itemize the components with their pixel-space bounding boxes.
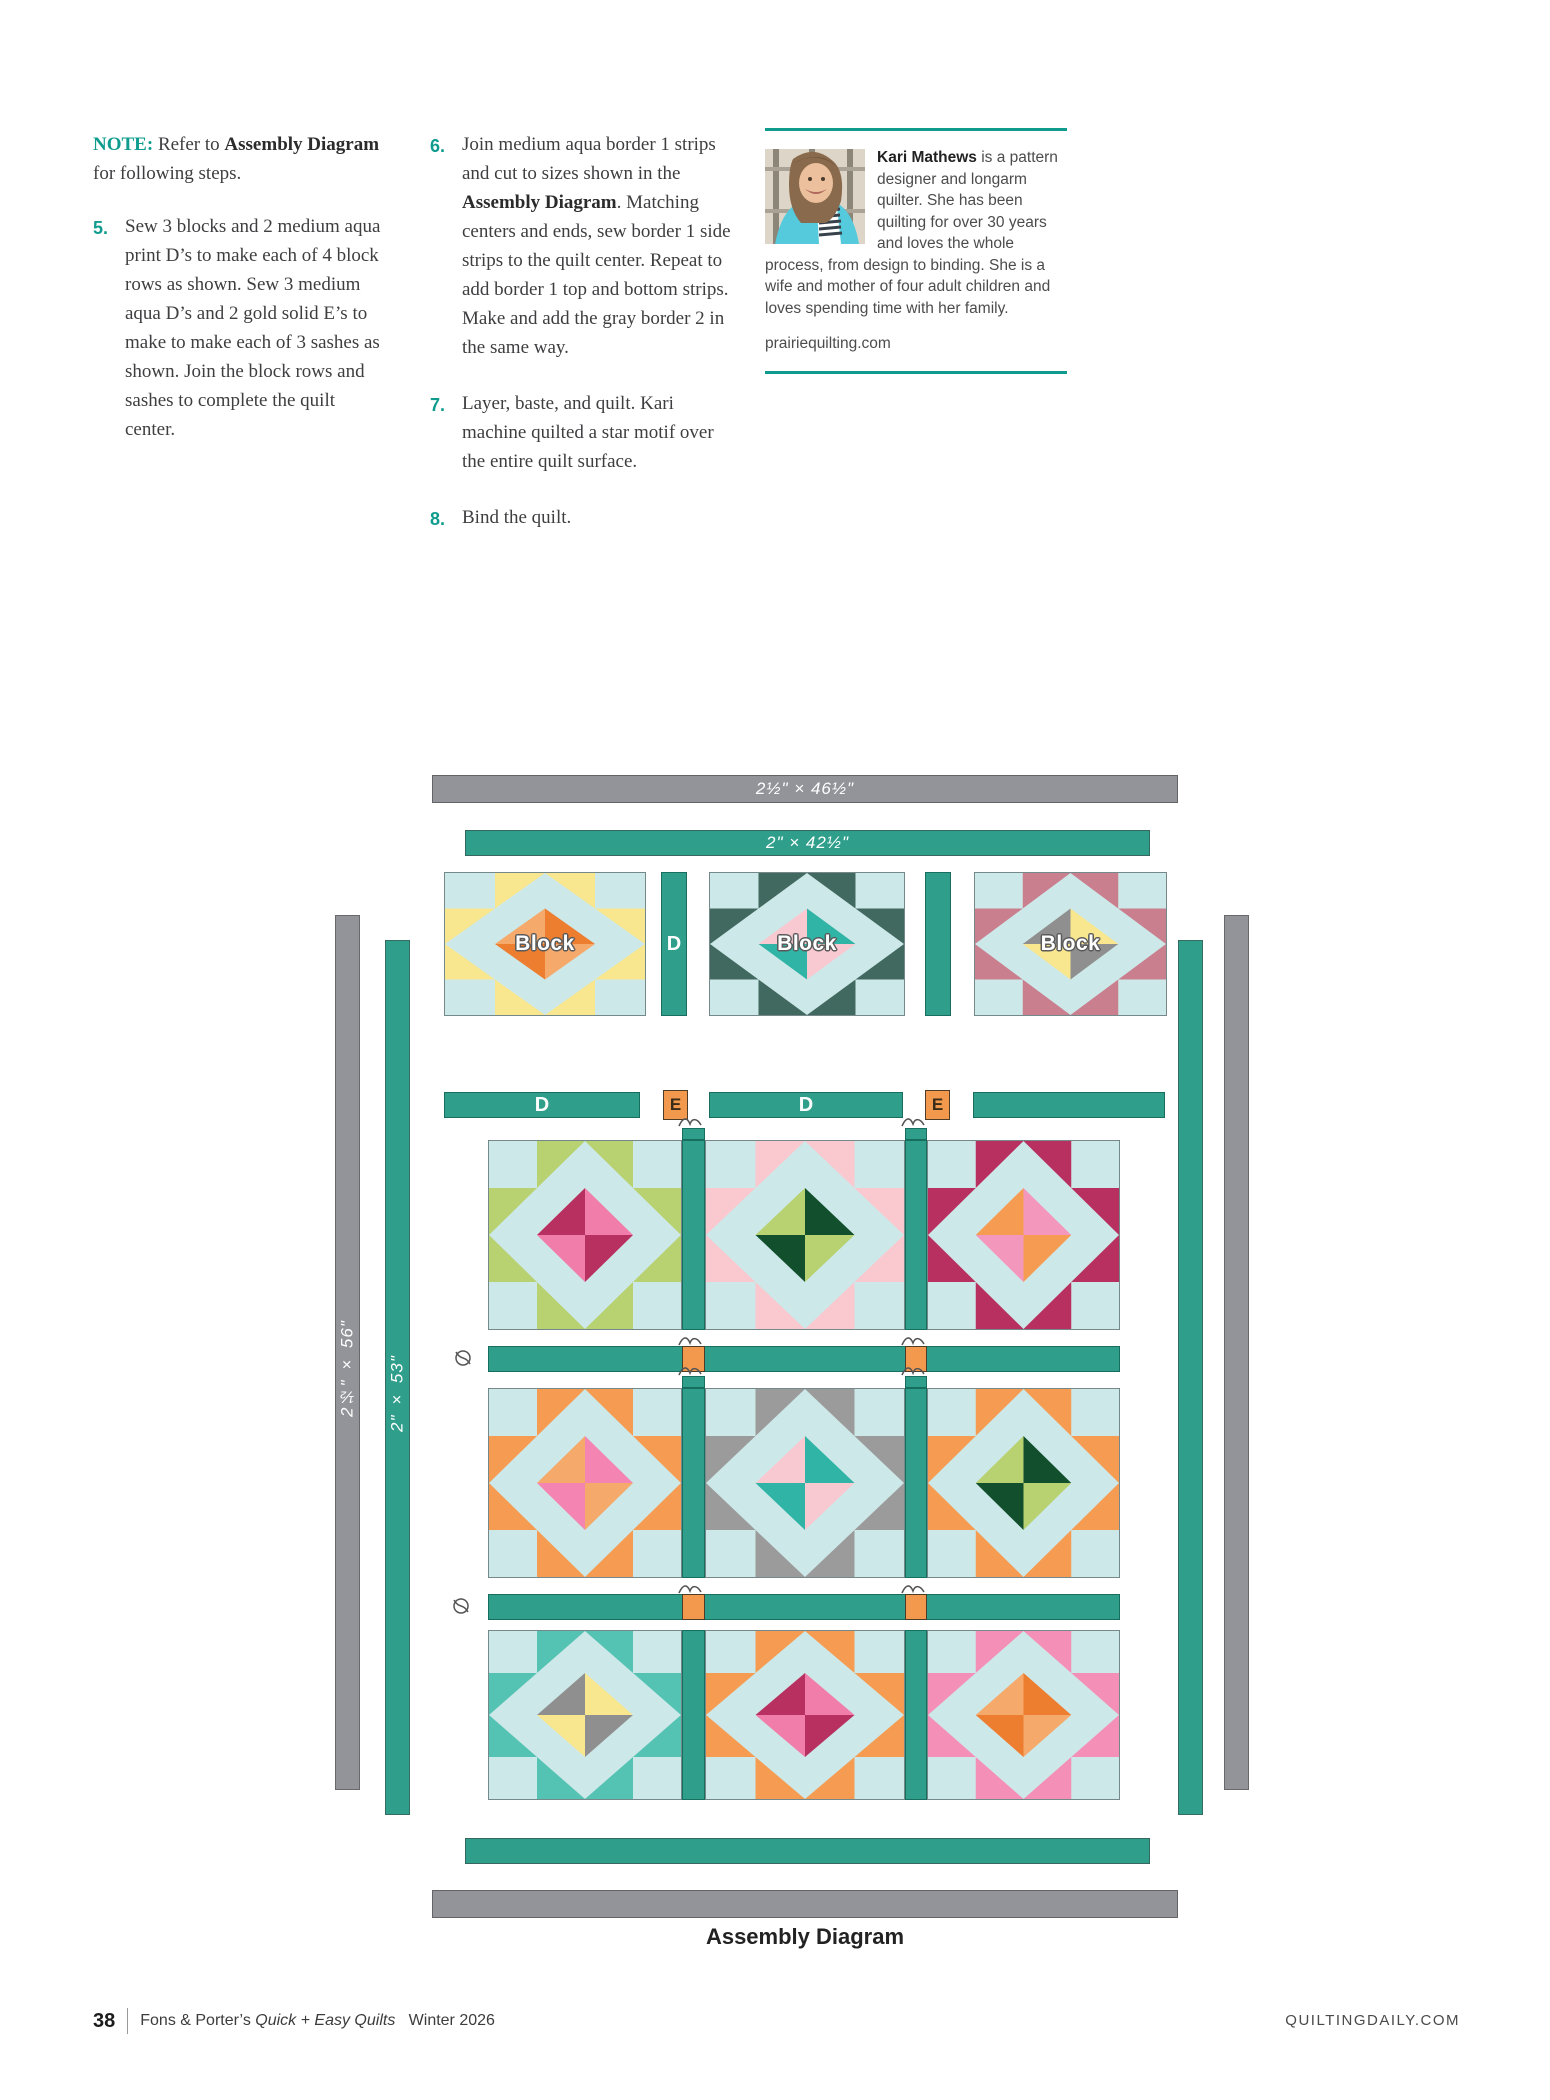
sash-vertical: [682, 1630, 705, 1800]
note-mid: Refer to: [153, 134, 225, 155]
block-label: Block: [1040, 932, 1101, 955]
quilt-block-row1-1: [444, 872, 646, 1016]
sash-d-label: D: [666, 932, 682, 955]
quilt-block-row2-3: [927, 1140, 1120, 1330]
cornerstone: [682, 1594, 705, 1620]
quilt-block-row4-2: [705, 1630, 905, 1800]
quilt-block-row4-3: [927, 1630, 1120, 1800]
sash-d-strip-2: [709, 1092, 903, 1118]
border1-left-strip: [385, 940, 410, 1815]
author-website[interactable]: prairiequilting.com: [765, 335, 891, 352]
border1-top-strip: [465, 830, 1150, 856]
border2-top-strip: [432, 775, 1178, 803]
continuation-mark: [450, 1593, 472, 1619]
sash-d-label: D: [534, 1093, 550, 1116]
footer-left: [93, 2008, 495, 2034]
continuation-mark: [676, 1364, 704, 1378]
border2-right-strip: [1224, 915, 1249, 1790]
border2-bottom-strip: [432, 1890, 1178, 1918]
author-name: Kari Mathews: [877, 149, 977, 166]
cornerstone-e-2: [925, 1090, 950, 1120]
sash-d-label: D: [798, 1093, 814, 1116]
sash-vertical: [682, 1140, 705, 1330]
quilt-block-row4-1: [488, 1630, 682, 1800]
footer-site[interactable]: QUILTINGDAILY.COM: [1285, 2012, 1460, 2029]
sash-d-vertical-2: [925, 872, 951, 1016]
page-number: 38: [93, 2009, 116, 2032]
step-6-text: Join medium aqua border 1 strips and cut to sizes shown in the Assembly Diagram. Matching centers and ends, sew border 1 side strips to the quilt center. Repeat to add border 1 top and bottom strips. Make and add the gray border 2 in the same way.: [462, 134, 731, 358]
step-7-number: 7.: [430, 395, 446, 415]
continuation-mark: [452, 1345, 474, 1371]
border1-bottom-strip: [465, 1838, 1150, 1864]
note-end: for following steps.: [93, 163, 242, 184]
diagram-caption: Assembly Diagram: [705, 1924, 905, 1949]
step-5-text: Sew 3 blocks and 2 medium aqua print D’s to make each of 4 block rows as shown. Sew 3 medium aqua D’s and 2 gold solid E’s to make to make each of 3 sashes as shown. Join the block rows and sashes to complete the quilt center.: [125, 216, 381, 440]
step-8-number: 8.: [430, 509, 446, 529]
border2-top-measurement: 2½" × 46½": [755, 779, 855, 798]
note-bold: Assembly Diagram: [224, 134, 380, 155]
sash-d-strip-1: [444, 1092, 640, 1118]
sash-nub: [905, 1128, 927, 1140]
step-7-text: Layer, baste, and quilt. Kari machine quilted a star motif over the entire quilt surface.: [462, 393, 714, 472]
sash-d-vertical-1: [661, 872, 687, 1016]
continuation-mark: [899, 1115, 927, 1129]
quilt-block-row3-1: [488, 1388, 682, 1578]
border1-right-strip: [1178, 940, 1203, 1815]
author-bio-text: is a pattern designer and longarm quilter. She has been quilting for over 30 years and loves the whole process, from design to binding. She is a wife and mother of four adult children and loves spending time with her family.: [765, 149, 1058, 317]
quilt-block-row1-3: [974, 872, 1167, 1016]
border2-left-strip: [335, 915, 360, 1790]
continuation-mark: [899, 1582, 927, 1596]
quilt-block-row2-1: [488, 1140, 682, 1330]
sash-vertical: [905, 1140, 927, 1330]
sash-d-strip-3: [973, 1092, 1165, 1118]
border2-left-measurement: 2½" × 56": [337, 1320, 357, 1418]
continuation-mark: [676, 1334, 704, 1348]
sash-vertical: [682, 1388, 705, 1578]
footer-divider: [127, 2008, 128, 2034]
border1-top-measurement: 2" × 42½": [766, 833, 849, 852]
cornerstone: [905, 1594, 927, 1620]
continuation-mark: [676, 1115, 704, 1129]
continuation-mark: [899, 1364, 927, 1378]
block-label: Block: [515, 932, 575, 955]
sash-vertical: [905, 1388, 927, 1578]
step-5-number: 5.: [93, 218, 109, 238]
block-label: Block: [777, 932, 837, 955]
continuation-mark: [899, 1334, 927, 1348]
cornerstone-e-label: E: [669, 1095, 682, 1114]
note-label: NOTE:: [93, 134, 154, 155]
quilt-block-row2-2: [705, 1140, 905, 1330]
step-6-number: 6.: [430, 136, 446, 156]
sash-horizontal-1: [488, 1346, 1120, 1372]
sash-vertical: [905, 1630, 927, 1800]
step-8-text: Bind the quilt.: [462, 507, 572, 528]
border1-left-measurement: 2" × 53": [387, 1355, 407, 1433]
quilt-block-row3-3: [927, 1388, 1120, 1578]
quilt-block-row3-2: [705, 1388, 905, 1578]
quilt-block-row1-2: [709, 872, 905, 1016]
sash-horizontal-2: [488, 1594, 1120, 1620]
continuation-mark: [676, 1582, 704, 1596]
sash-nub: [682, 1128, 705, 1140]
footer-magazine: Fons & Porter’s Quick + Easy Quilts Winter 2026: [140, 2012, 495, 2029]
cornerstone-e-label: E: [931, 1095, 944, 1114]
page-footer: [0, 2008, 1550, 2048]
